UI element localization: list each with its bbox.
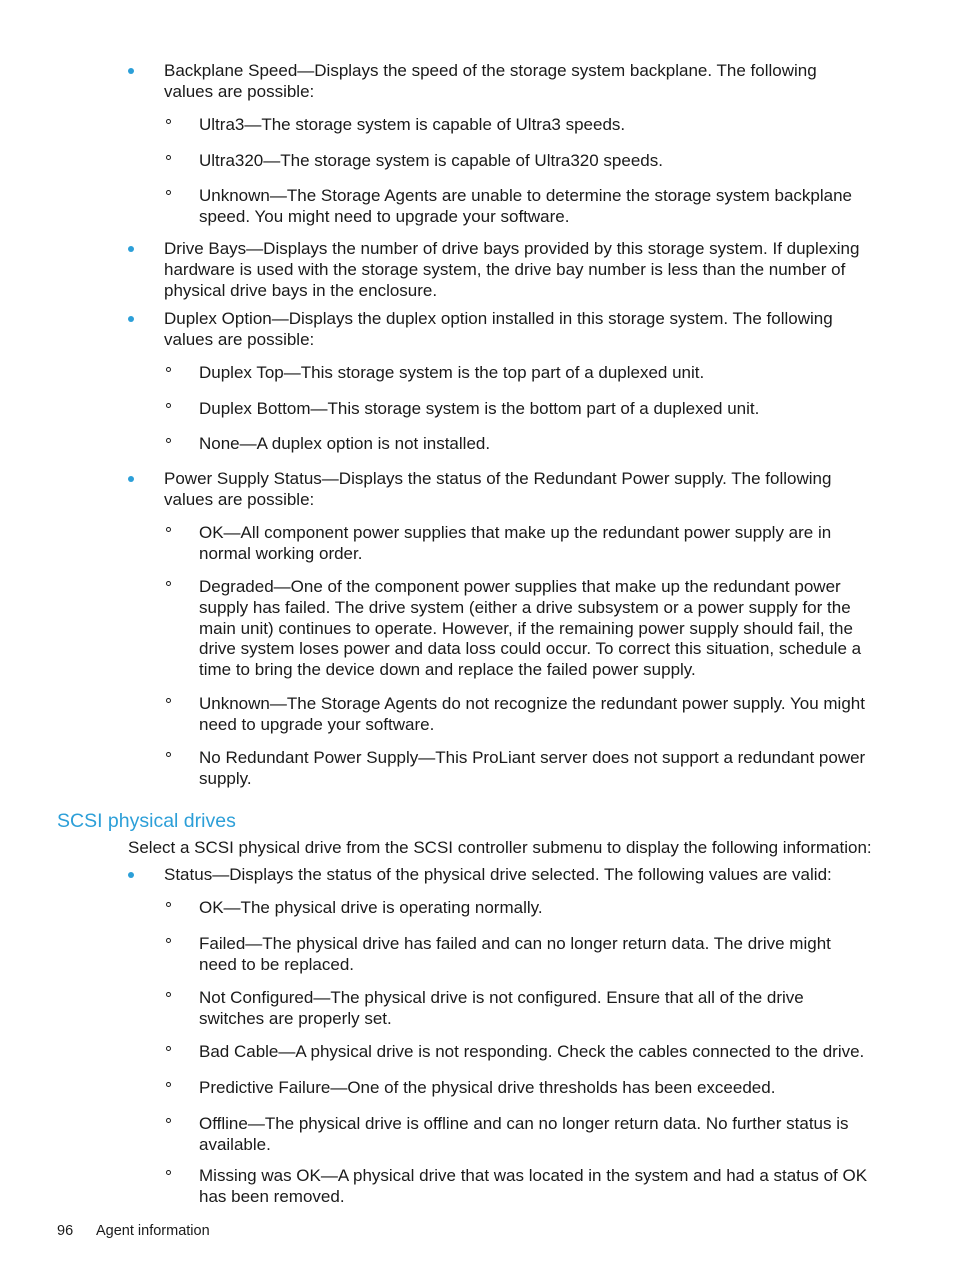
sub-bullet-icon: [166, 752, 171, 757]
sub-bullet-icon: [166, 438, 171, 443]
bullet-icon: [128, 68, 134, 74]
sub-item-offline: Offline—The physical drive is offline and can no longer return data. No further status is available.: [199, 1114, 849, 1154]
sub-item-unknown-power: Unknown—The Storage Agents do not recognize the redundant power supply. You might need to upgrade your software.: [199, 694, 865, 734]
list-item-drive-bays: Drive Bays—Displays the number of drive bays provided by this storage system. If duplexing hardware is used with the storage system, the drive bay number is less than the number of physical drive bays in the enclosure.: [164, 239, 860, 300]
sub-bullet-icon: [166, 119, 171, 124]
sub-bullet-icon: [166, 155, 171, 160]
list-item-status: Status—Displays the status of the physical drive selected. The following values are valid:: [164, 865, 832, 884]
sub-bullet-icon: [166, 992, 171, 997]
bullet-icon: [128, 316, 134, 322]
bullet-icon: [128, 246, 134, 252]
section-intro: Select a SCSI physical drive from the SCSI controller submenu to display the following information:: [128, 838, 872, 857]
sub-item-none: None—A duplex option is not installed.: [199, 434, 491, 453]
sub-item-degraded: Degraded—One of the component power supplies that make up the redundant power supply has failed. The drive system (either a drive subsystem or a power supply for the main unit) continues to operate. However, if the remaining power supply should fail, the drive system loses power and data loss could occur. To correct this situation, schedule a time to bring the device down and replace the failed power supply.: [199, 577, 862, 680]
sub-item-unknown-speed: Unknown—The Storage Agents are unable to determine the storage system backplane speed. You might need to upgrade your software.: [199, 186, 852, 226]
sub-bullet-icon: [166, 1082, 171, 1087]
page-number: 96: [57, 1223, 74, 1239]
bullet-icon: [128, 872, 134, 878]
sub-item-not-configured: Not Configured—The physical drive is not configured. Ensure that all of the drive switches are properly set.: [199, 988, 804, 1028]
sub-item-no-redundant: No Redundant Power Supply—This ProLiant server does not support a redundant power supply.: [199, 748, 866, 788]
sub-item-ok-drive: OK—The physical drive is operating normally.: [199, 898, 543, 917]
sub-item-ultra320: Ultra320—The storage system is capable of Ultra320 speeds.: [199, 151, 663, 170]
sub-bullet-icon: [166, 902, 171, 907]
list-item-backplane-speed: Backplane Speed—Displays the speed of the storage system backplane. The following values are possible:: [164, 61, 817, 101]
sub-bullet-icon: [166, 1118, 171, 1123]
sub-bullet-icon: [166, 527, 171, 532]
sub-item-ok-power: OK—All component power supplies that make up the redundant power supply are in normal working order.: [199, 523, 832, 563]
sub-item-failed: Failed—The physical drive has failed and can no longer return data. The drive might need to be replaced.: [199, 934, 831, 974]
section-heading: SCSI physical drives: [57, 810, 236, 832]
sub-item-ultra3: Ultra3—The storage system is capable of Ultra3 speeds.: [199, 115, 626, 134]
sub-bullet-icon: [166, 1170, 171, 1175]
sub-item-bad-cable: Bad Cable—A physical drive is not responding. Check the cables connected to the drive.: [199, 1042, 865, 1061]
bullet-icon: [128, 476, 134, 482]
sub-item-duplex-top: Duplex Top—This storage system is the top part of a duplexed unit.: [199, 363, 705, 382]
list-item-duplex-option: Duplex Option—Displays the duplex option installed in this storage system. The following values are possible:: [164, 309, 833, 349]
sub-item-duplex-bottom: Duplex Bottom—This storage system is the bottom part of a duplexed unit.: [199, 399, 760, 418]
sub-item-missing-was-ok: Missing was OK—A physical drive that was located in the system and had a status of OK has been removed.: [199, 1166, 868, 1206]
sub-bullet-icon: [166, 1046, 171, 1051]
sub-bullet-icon: [166, 403, 171, 408]
sub-item-predictive-failure: Predictive Failure—One of the physical drive thresholds has been exceeded.: [199, 1078, 776, 1097]
sub-bullet-icon: [166, 367, 171, 372]
sub-bullet-icon: [166, 581, 171, 586]
sub-bullet-icon: [166, 190, 171, 195]
sub-bullet-icon: [166, 698, 171, 703]
footer-section-title: Agent information: [96, 1223, 210, 1239]
sub-bullet-icon: [166, 938, 171, 943]
list-item-power-supply-status: Power Supply Status—Displays the status of the Redundant Power supply. The following values are possible:: [164, 469, 832, 509]
